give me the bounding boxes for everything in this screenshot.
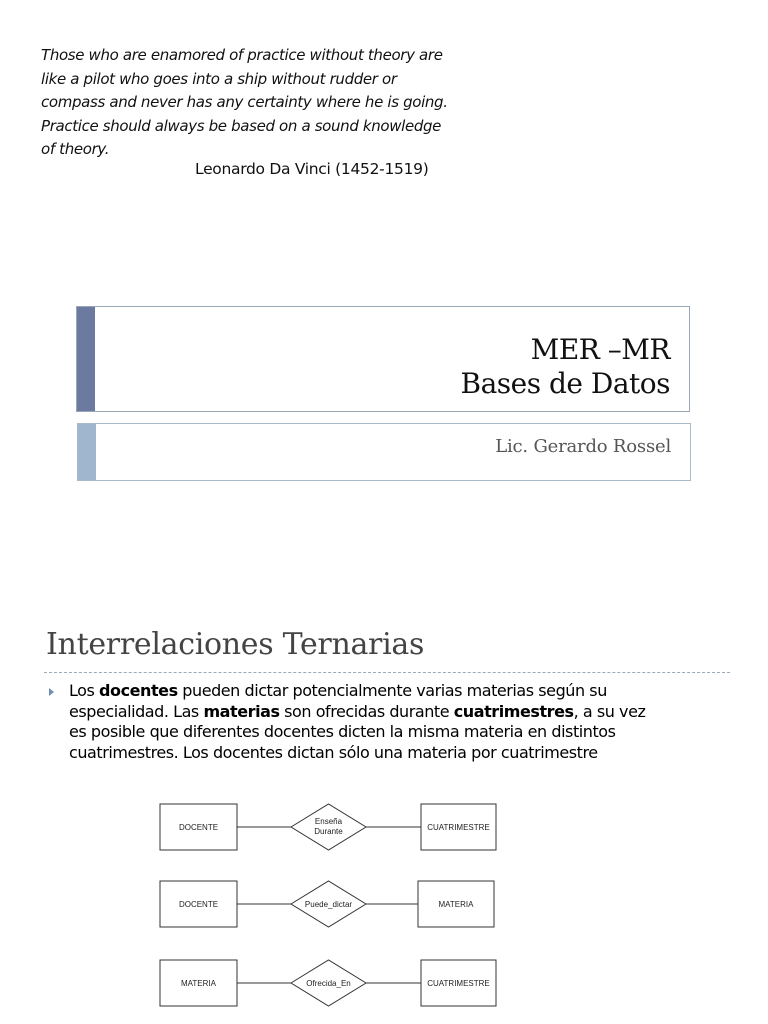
entity-label: MATERIA (181, 979, 216, 988)
entity-label: MATERIA (438, 900, 474, 909)
text-run: , a su vez (573, 701, 646, 721)
entity-label: DOCENTE (178, 823, 219, 832)
slide-title-line1: MER –MR (530, 333, 670, 366)
bold-term: materias (203, 701, 280, 721)
quote-line: like a pilot who goes into a ship without rudder or (41, 69, 397, 88)
entity-label: DOCENTE (178, 900, 219, 909)
entity-label: CUATRIMESTRE (427, 979, 490, 988)
slide-title-line2: Bases de Datos (460, 367, 670, 400)
quote-line: Practice should always be based on a sound knowledge (41, 116, 442, 135)
er-row-3 (160, 960, 496, 1006)
slide-subtitle: Lic. Gerardo Rossel (495, 436, 671, 457)
bold-term: docentes (99, 681, 178, 700)
er-row-2 (160, 881, 494, 927)
section-heading: Interrelaciones Ternarias (46, 627, 425, 662)
quote-line: Those who are enamored of practice without theory are (41, 46, 443, 64)
relationship-label: Puede_dictar (304, 900, 353, 909)
relationship-label: Ofrecida_En (306, 979, 351, 988)
text-run: pueden dictar potencialmente varias materias según su (177, 681, 607, 700)
bullet-line: cuatrimestres. Los docentes dictan sólo una materia por cuatrimestre (69, 742, 598, 762)
quote-line: compass and never has any certainty where he is going. (41, 93, 448, 111)
relationship-label: Enseña (314, 817, 343, 826)
bold-term: cuatrimestres (453, 701, 574, 721)
er-row-1 (160, 804, 496, 850)
text-run: Los (69, 681, 100, 700)
entity-label: CUATRIMESTRE (427, 823, 490, 832)
text-run: son ofrecidas durante (279, 701, 454, 721)
text-run: especialidad. Las (69, 701, 204, 721)
bullet-line: es posible que diferentes docentes dicten la misma materia en distintos (69, 722, 616, 741)
quote-line: of theory. (41, 140, 110, 158)
quote-author: Leonardo Da Vinci (1452-1519) (195, 160, 429, 178)
relationship-label: Durante (314, 827, 343, 836)
